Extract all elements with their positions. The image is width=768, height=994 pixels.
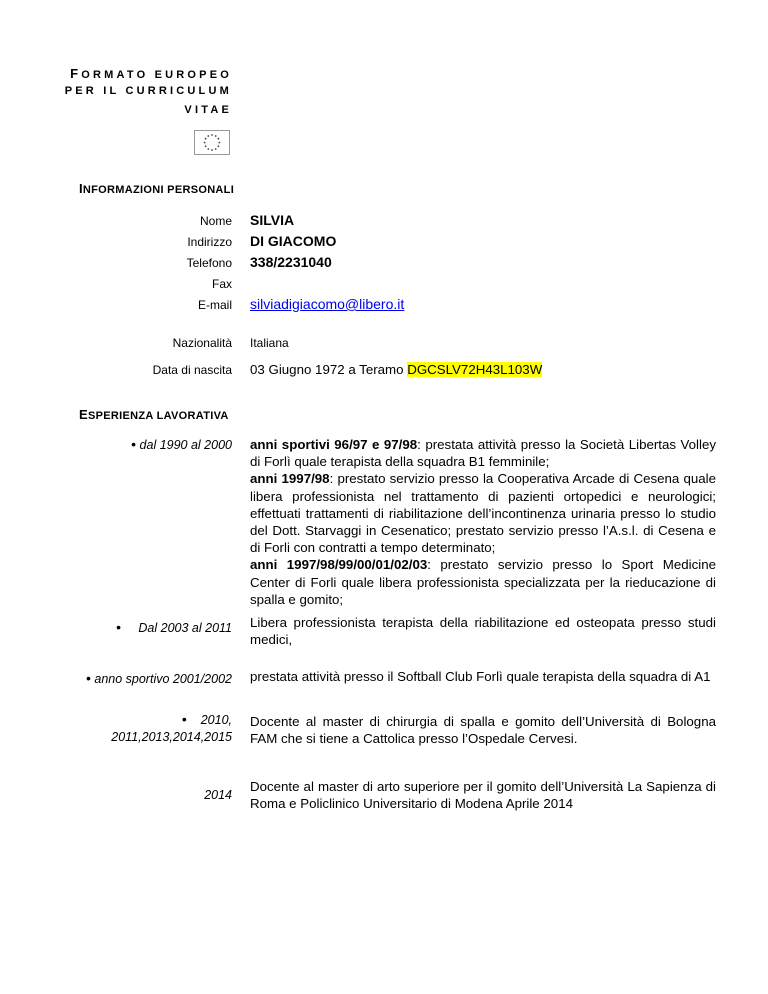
section-title-personal: INFORMAZIONI PERSONALI: [79, 181, 235, 196]
nazionalita-label: Nazionalità: [172, 336, 232, 350]
experience-description-5: Docente al master di arto superiore per il gomito dell’Università La Sapienza di Roma e Policlinico Universitario di Modena Aprile 2014: [250, 779, 716, 812]
codice-fiscale: DGCSLV72H43L103W: [407, 362, 543, 377]
experience-period-1: • dal 1990 al 2000: [131, 436, 232, 452]
header-line-1: FORMATO EUROPEO: [70, 66, 232, 81]
bullet-icon: •: [181, 711, 187, 727]
experience-description-4: Docente al master di chirurgia di spalla e gomito dell’Università di Bologna FAM che si tiene a Cattolica presso l’Ospedale Cervesi.: [250, 714, 716, 747]
email-text[interactable]: silviadigiacomo@libero.it: [250, 296, 405, 312]
experience-description-2: Libera professionista terapista della riabilitazione ed osteopata presso studi medici,: [250, 615, 716, 648]
email-label: E-mail: [197, 298, 232, 312]
section-title-experience: ESPERIENZA LAVORATIVA: [79, 407, 229, 422]
bullet-icon: •: [85, 670, 91, 686]
experience-period-2: • Dal 2003 al 2011: [116, 619, 232, 635]
experience-period-3: • anno sportivo 2001/2002: [85, 670, 232, 686]
experience-description-3: prestata attività presso il Softball Club Forlì quale terapista della squadra di A1: [250, 669, 711, 684]
email-link[interactable]: [250, 296, 404, 314]
telefono-value: 338/2231040: [250, 254, 332, 270]
indirizzo-label: Indirizzo: [187, 235, 232, 249]
bullet-icon: •: [116, 619, 122, 635]
telefono-label: Telefono: [186, 256, 232, 270]
experience-description-1: anni sportivi 96/97 e 97/98: prestata attività presso la Società Libertas Volley di Forlì quale terapista della squadra B1 femminile; anni 1997/98: prestato servizio presso la Cooperativa Arcade di Cesena quale libera professionista nel trattamento di pazienti ortopedici e neurologici; effettuati trattamenti di riabilitazione dell’incontinenza urinaria presso lo studio del Dott. Starvaggi in Cesenatico; prestato servizio presso l’A.s.l. di Cesena e di Forli con contratti a tempo determinato; anni 1997/98/99/00/01/02/03: prestato servizio presso lo Sport Medicine Center di Forli quale libera professionista specializzata per la rieducazione di spalla e gomito;: [250, 437, 716, 607]
indirizzo-value: DI GIACOMO: [250, 233, 337, 249]
eu-flag-icon: [194, 130, 230, 155]
nascita-text: 03 Giugno 1972 a Teramo: [250, 362, 404, 377]
nascita-value: [250, 362, 542, 377]
nome-value: SILVIA: [250, 212, 295, 228]
nascita-label: Data di nascita: [152, 363, 232, 377]
experience-period-5: 2014: [204, 788, 232, 802]
nazionalita-value: Italiana: [250, 336, 289, 350]
nome-label: Nome: [199, 214, 232, 228]
bullet-icon: •: [131, 436, 137, 452]
header-line-3: VITAE: [184, 104, 232, 116]
fax-label: Fax: [211, 277, 232, 291]
experience-period-4: • 2010, 2011,2013,2014,2015: [111, 711, 232, 744]
header-line-2: PER IL CURRICULUM: [64, 85, 232, 97]
